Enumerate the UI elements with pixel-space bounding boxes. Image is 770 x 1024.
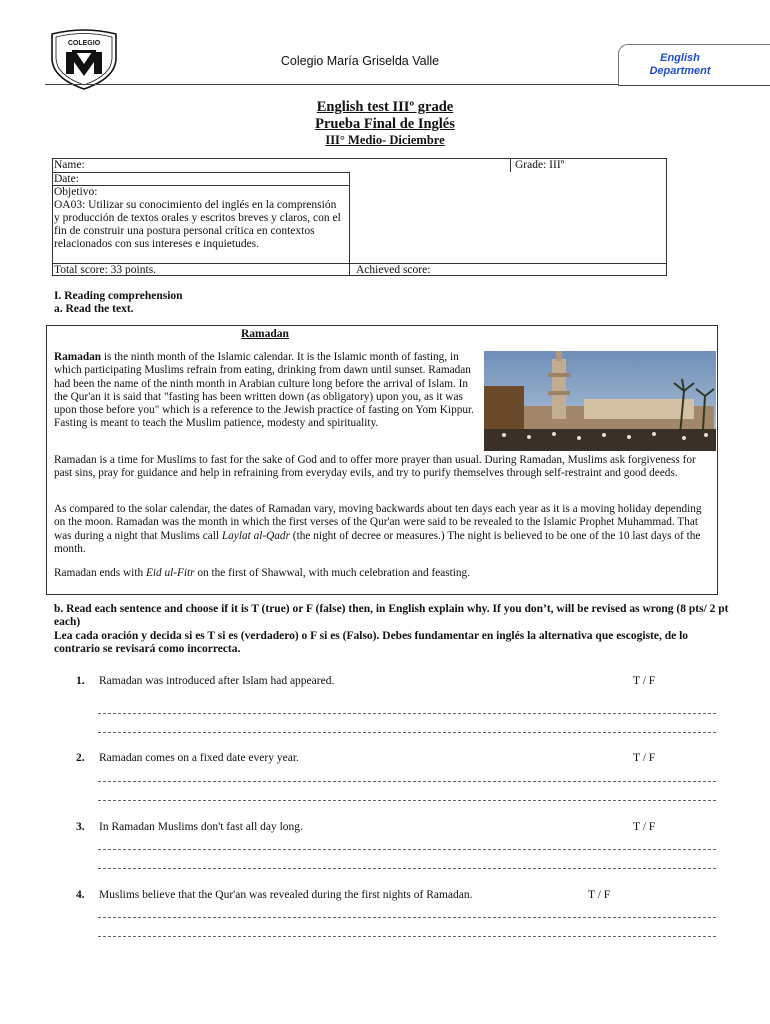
true-false-choice[interactable]: T / F <box>633 752 656 764</box>
laylat-al-qadr: Laylat al-Qadr <box>221 529 290 542</box>
eid-ul-fitr: Eid ul-Fitr <box>145 567 195 579</box>
answer-line[interactable] <box>98 917 716 918</box>
reading-title: Ramadan <box>241 328 289 340</box>
answer-line[interactable] <box>98 713 716 714</box>
objective-text: OA03: Utilizar su conocimiento del inglés en la comprensión y producción de textos orales y escritos breves y claros, con el fin de construir una postura personal crítica en contextos relacionados con sus intereses e inquietudes. <box>54 199 341 250</box>
department-line2: Department <box>649 65 711 77</box>
answer-line[interactable] <box>98 732 716 733</box>
test-level: III° Medio- Diciembre <box>325 133 445 147</box>
question-text: Muslims believe that the Qur'an was revealed during the first nights of Ramadan. <box>99 889 473 901</box>
name-field[interactable]: Name: <box>54 159 85 171</box>
section-heading: I. Reading comprehension <box>54 290 183 302</box>
school-name: Colegio María Griselda Valle <box>280 54 440 68</box>
test-title: English test IIIº grade <box>316 99 454 115</box>
question-number: 4. <box>76 889 85 901</box>
instruction-english: b. Read each sentence and choose if it is T (true) or F (false) then, in English explain why. If you don’t, will be revised as wrong (8 pts/ 2 pt each) <box>54 603 729 628</box>
grade-label: Grade: IIIº <box>515 159 565 171</box>
instruction-spanish: Lea cada oración y decida si es T si es (verdadero) o F si es (Falso). Debes fundamentar en inglés la alternativa que escogiste, de lo contrario se revisará como incorrecta. <box>54 630 689 655</box>
total-score: Total score: 33 points. <box>54 264 157 276</box>
objective-label: Objetivo: <box>54 186 98 198</box>
answer-line[interactable] <box>98 936 716 937</box>
reading-paragraph-4: Ramadan ends with Eid ul-Fitr on the first of Shawwal, with much celebration and feasting. <box>54 567 471 579</box>
achieved-score-field[interactable]: Achieved score: <box>356 264 431 276</box>
reading-paragraph-2: Ramadan is a time for Muslims to fast for the sake of God and to offer more prayer than usual. During Ramadan, Muslims ask forgiveness for past sins, pray for guidance and help in refraining from everyday evils, and try to purify themselves through self-restraint and good deeds. <box>54 454 696 480</box>
reading-paragraph-1: Ramadan is the ninth month of the Islamic calendar. It is the Islamic month of fasting, in which participating Muslims refrain from eating, drinking from dawn until sunset. Ramadan had been the name of the ninth month in Arabian culture long before the arrival of Islam. In the Qur'an it is said that "fasting has been written down (as obligatory) upon you, as it was upon those before you" which is a reference to the Jewish practice of fasting on Yom Kippur. Fasting is meant to teach the Muslim patience, modesty and spirituality. <box>54 351 474 430</box>
answer-line[interactable] <box>98 849 716 850</box>
question-text: In Ramadan Muslims don't fast all day long. <box>99 821 303 833</box>
answer-line[interactable] <box>98 800 716 801</box>
reading-paragraph-3: As compared to the solar calendar, the dates of Ramadan vary, moving backwards about ten days each year as it is a moving holiday depending on the moon. Ramadan was the month in which the first verses of the Qur'an were said to be revealed to the Islamic Prophet Muhammad. That was during a night that Muslims call Laylat al-Qadr (the night of decree or measures.) The night is believed to be one of the 10 last days of the month. <box>54 503 702 555</box>
true-false-choice[interactable]: T / F <box>633 675 656 687</box>
question-text: Ramadan was introduced after Islam had appeared. <box>99 675 335 687</box>
school-crest-logo <box>48 28 120 90</box>
answer-line[interactable] <box>98 781 716 782</box>
question-number: 1. <box>76 675 85 687</box>
department-line1: English <box>660 52 700 64</box>
answer-line[interactable] <box>98 868 716 869</box>
test-subtitle: Prueba Final de Inglés <box>315 116 455 132</box>
section-subheading: a. Read the text. <box>54 303 134 315</box>
department-label <box>630 52 730 78</box>
ramadan-bold: Ramadan <box>54 351 102 363</box>
question-number: 2. <box>76 752 85 764</box>
true-false-choice[interactable]: T / F <box>633 821 656 833</box>
mosque-photo <box>484 351 716 451</box>
question-number: 3. <box>76 821 85 833</box>
question-text: Ramadan comes on a fixed date every year. <box>99 752 299 764</box>
logo-text: COLEGIO <box>67 40 101 47</box>
header-divider <box>45 84 618 85</box>
date-field[interactable]: Date: <box>54 173 79 185</box>
true-false-choice[interactable]: T / F <box>588 889 611 901</box>
